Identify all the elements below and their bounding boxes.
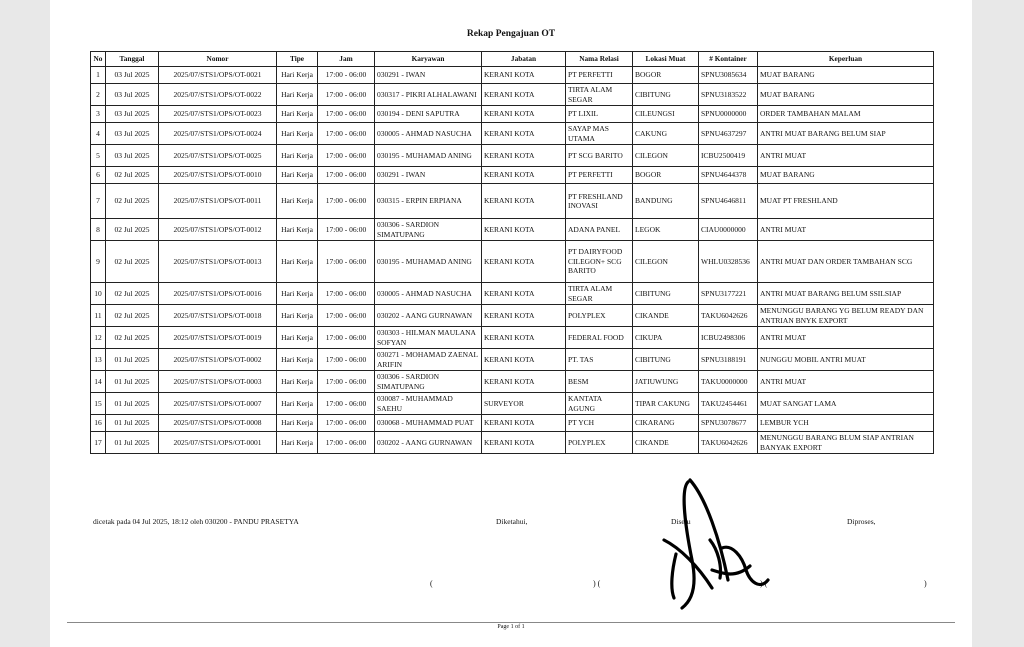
- cell-nomor: 2025/07/STS1/OPS/OT-0002: [159, 349, 277, 371]
- cell-jabatan: KERANI KOTA: [482, 415, 566, 432]
- cell-jam: 17:00 - 06:00: [318, 432, 375, 454]
- cell-keperluan: ANTRI MUAT: [758, 219, 934, 241]
- cell-nomor: 2025/07/STS1/OPS/OT-0007: [159, 393, 277, 415]
- col-header-tipe: Tipe: [277, 52, 318, 67]
- cell-nomor: 2025/07/STS1/OPS/OT-0008: [159, 415, 277, 432]
- table-row: [91, 432, 934, 454]
- cell-karyawan: 030271 - MOHAMAD ZAENAL ARIFIN: [375, 349, 482, 371]
- cell-tanggal: 02 Jul 2025: [106, 327, 159, 349]
- cell-jam: 17:00 - 06:00: [318, 106, 375, 123]
- cell-jam: 17:00 - 06:00: [318, 283, 375, 305]
- cell-nomor: 2025/07/STS1/OPS/OT-0003: [159, 371, 277, 393]
- cell-jam: 17:00 - 06:00: [318, 67, 375, 84]
- cell-karyawan: 030315 - ERPIN ERPIANA: [375, 184, 482, 219]
- page-footer-rule: [67, 622, 955, 623]
- col-header-keperluan: Keperluan: [758, 52, 934, 67]
- table-body: [91, 67, 934, 454]
- cell-jabatan: KERANI KOTA: [482, 371, 566, 393]
- col-header-no: No: [91, 52, 106, 67]
- cell-tanggal: 02 Jul 2025: [106, 283, 159, 305]
- cell-no: 11: [91, 305, 106, 327]
- cell-tanggal: 02 Jul 2025: [106, 167, 159, 184]
- cell-tanggal: 01 Jul 2025: [106, 415, 159, 432]
- cell-keperluan: ANTRI MUAT: [758, 371, 934, 393]
- cell-kontainer: SPNU3183522: [699, 84, 758, 106]
- cell-nama-relasi: PT PERFETTI: [566, 67, 633, 84]
- cell-tanggal: 01 Jul 2025: [106, 393, 159, 415]
- cell-no: 5: [91, 145, 106, 167]
- cell-karyawan: 030306 - SARDION SIMATUPANG: [375, 219, 482, 241]
- cell-kontainer: SPNU0000000: [699, 106, 758, 123]
- table-row: [91, 123, 934, 145]
- label-disetujui: Disetu: [671, 517, 691, 526]
- ot-table: [90, 51, 934, 454]
- cell-no: 9: [91, 241, 106, 283]
- cell-nama-relasi: TIRTA ALAM SEGAR: [566, 283, 633, 305]
- cell-tanggal: 03 Jul 2025: [106, 145, 159, 167]
- label-diproses: Diproses,: [847, 517, 876, 526]
- cell-tipe: Hari Kerja: [277, 432, 318, 454]
- cell-jam: 17:00 - 06:00: [318, 415, 375, 432]
- cell-lokasi-muat: CIBITUNG: [633, 283, 699, 305]
- cell-nama-relasi: POLYPLEX: [566, 432, 633, 454]
- cell-jabatan: SURVEYOR: [482, 393, 566, 415]
- table-row: [91, 305, 934, 327]
- cell-nama-relasi: PT DAIRYFOOD CILEGON+ SCG BARITO: [566, 241, 633, 283]
- cell-tanggal: 01 Jul 2025: [106, 371, 159, 393]
- cell-tanggal: 01 Jul 2025: [106, 432, 159, 454]
- cell-keperluan: ANTRI MUAT BARANG BELUM SSILSIAP: [758, 283, 934, 305]
- col-header-karyawan: Karyawan: [375, 52, 482, 67]
- cell-keperluan: MUAT SANGAT LAMA: [758, 393, 934, 415]
- cell-kontainer: SPNU4637297: [699, 123, 758, 145]
- signature-line-open: (: [430, 579, 433, 588]
- cell-tipe: Hari Kerja: [277, 67, 318, 84]
- cell-tipe: Hari Kerja: [277, 393, 318, 415]
- cell-jabatan: KERANI KOTA: [482, 106, 566, 123]
- table-row: [91, 349, 934, 371]
- cell-tanggal: 02 Jul 2025: [106, 305, 159, 327]
- cell-no: 13: [91, 349, 106, 371]
- cell-nomor: 2025/07/STS1/OPS/OT-0012: [159, 219, 277, 241]
- cell-nomor: 2025/07/STS1/OPS/OT-0024: [159, 123, 277, 145]
- col-header-tanggal: Tanggal: [106, 52, 159, 67]
- cell-nomor: 2025/07/STS1/OPS/OT-0011: [159, 184, 277, 219]
- table-row: [91, 371, 934, 393]
- cell-jam: 17:00 - 06:00: [318, 219, 375, 241]
- cell-karyawan: 030306 - SARDION SIMATUPANG: [375, 371, 482, 393]
- cell-nomor: 2025/07/STS1/OPS/OT-0023: [159, 106, 277, 123]
- cell-lokasi-muat: CIKUPA: [633, 327, 699, 349]
- col-header-lokasi-muat: Lokasi Muat: [633, 52, 699, 67]
- col-header-nomor: Nomor: [159, 52, 277, 67]
- cell-tanggal: 02 Jul 2025: [106, 241, 159, 283]
- cell-kontainer: CIAU0000000: [699, 219, 758, 241]
- cell-lokasi-muat: LEGOK: [633, 219, 699, 241]
- cell-tipe: Hari Kerja: [277, 371, 318, 393]
- cell-nama-relasi: POLYPLEX: [566, 305, 633, 327]
- cell-nomor: 2025/07/STS1/OPS/OT-0018: [159, 305, 277, 327]
- cell-keperluan: ORDER TAMBAHAN MALAM: [758, 106, 934, 123]
- cell-jabatan: KERANI KOTA: [482, 432, 566, 454]
- cell-lokasi-muat: CIBITUNG: [633, 349, 699, 371]
- cell-nama-relasi: PT PERFETTI: [566, 167, 633, 184]
- cell-no: 16: [91, 415, 106, 432]
- cell-karyawan: 030195 - MUHAMAD ANING: [375, 241, 482, 283]
- cell-keperluan: ANTRI MUAT: [758, 327, 934, 349]
- cell-kontainer: SPNU3085634: [699, 67, 758, 84]
- cell-jabatan: KERANI KOTA: [482, 123, 566, 145]
- cell-kontainer: ICBU2498306: [699, 327, 758, 349]
- cell-tipe: Hari Kerja: [277, 327, 318, 349]
- table-row: [91, 84, 934, 106]
- cell-tipe: Hari Kerja: [277, 106, 318, 123]
- cell-lokasi-muat: CIBITUNG: [633, 84, 699, 106]
- cell-lokasi-muat: CAKUNG: [633, 123, 699, 145]
- cell-karyawan: 030202 - AANG GURNAWAN: [375, 305, 482, 327]
- signature-line-close: ): [924, 579, 927, 588]
- cell-jam: 17:00 - 06:00: [318, 167, 375, 184]
- cell-jabatan: KERANI KOTA: [482, 241, 566, 283]
- cell-jabatan: KERANI KOTA: [482, 84, 566, 106]
- cell-tipe: Hari Kerja: [277, 305, 318, 327]
- cell-tipe: Hari Kerja: [277, 184, 318, 219]
- cell-jabatan: KERANI KOTA: [482, 349, 566, 371]
- col-header-kontainer: # Kontainer: [699, 52, 758, 67]
- cell-kontainer: TAKU6042626: [699, 305, 758, 327]
- cell-keperluan: MUAT BARANG: [758, 84, 934, 106]
- table-row: [91, 106, 934, 123]
- cell-jabatan: KERANI KOTA: [482, 67, 566, 84]
- cell-jabatan: KERANI KOTA: [482, 145, 566, 167]
- cell-karyawan: 030303 - HILMAN MAULANA SOFYAN: [375, 327, 482, 349]
- cell-nomor: 2025/07/STS1/OPS/OT-0022: [159, 84, 277, 106]
- printed-info: dicetak pada 04 Jul 2025, 18:12 oleh 030200 - PANDU PRASETYA: [93, 517, 299, 526]
- cell-no: 10: [91, 283, 106, 305]
- cell-nomor: 2025/07/STS1/OPS/OT-0021: [159, 67, 277, 84]
- cell-jam: 17:00 - 06:00: [318, 371, 375, 393]
- cell-tanggal: 02 Jul 2025: [106, 184, 159, 219]
- cell-keperluan: NUNGGU MOBIL ANTRI MUAT: [758, 349, 934, 371]
- cell-keperluan: MENUNGGU BARANG BLUM SIAP ANTRIAN BANYAK EXPORT: [758, 432, 934, 454]
- cell-tanggal: 03 Jul 2025: [106, 106, 159, 123]
- cell-tipe: Hari Kerja: [277, 283, 318, 305]
- cell-keperluan: MUAT BARANG: [758, 67, 934, 84]
- cell-tipe: Hari Kerja: [277, 241, 318, 283]
- cell-nama-relasi: TIRTA ALAM SEGAR: [566, 84, 633, 106]
- cell-keperluan: LEMBUR YCH: [758, 415, 934, 432]
- cell-kontainer: SPNU3078677: [699, 415, 758, 432]
- cell-jam: 17:00 - 06:00: [318, 241, 375, 283]
- table-row: [91, 415, 934, 432]
- cell-jabatan: KERANI KOTA: [482, 327, 566, 349]
- cell-lokasi-muat: CIKARANG: [633, 415, 699, 432]
- cell-karyawan: 030317 - PIKRI ALHALAWANI: [375, 84, 482, 106]
- cell-kontainer: ICBU2500419: [699, 145, 758, 167]
- cell-kontainer: WHLU0328536: [699, 241, 758, 283]
- cell-no: 1: [91, 67, 106, 84]
- cell-lokasi-muat: CILEUNGSI: [633, 106, 699, 123]
- cell-kontainer: TAKU0000000: [699, 371, 758, 393]
- cell-no: 12: [91, 327, 106, 349]
- cell-nama-relasi: KANTATA AGUNG: [566, 393, 633, 415]
- cell-jabatan: KERANI KOTA: [482, 167, 566, 184]
- cell-no: 8: [91, 219, 106, 241]
- cell-no: 4: [91, 123, 106, 145]
- cell-tipe: Hari Kerja: [277, 167, 318, 184]
- cell-lokasi-muat: BOGOR: [633, 167, 699, 184]
- cell-nomor: 2025/07/STS1/OPS/OT-0013: [159, 241, 277, 283]
- cell-lokasi-muat: BANDUNG: [633, 184, 699, 219]
- cell-keperluan: MENUNGGU BARANG YG BELUM READY DAN ANTRIAN BNYK EXPORT: [758, 305, 934, 327]
- cell-no: 3: [91, 106, 106, 123]
- cell-nama-relasi: FEDERAL FOOD: [566, 327, 633, 349]
- col-header-nama-relasi: Nama Relasi: [566, 52, 633, 67]
- cell-tanggal: 02 Jul 2025: [106, 219, 159, 241]
- table-row: [91, 327, 934, 349]
- cell-tipe: Hari Kerja: [277, 415, 318, 432]
- cell-keperluan: ANTRI MUAT: [758, 145, 934, 167]
- signature-line-mid-2: ) (: [760, 579, 768, 588]
- cell-jam: 17:00 - 06:00: [318, 145, 375, 167]
- cell-karyawan: 030087 - MUHAMMAD SAEHU: [375, 393, 482, 415]
- cell-kontainer: SPNU4644378: [699, 167, 758, 184]
- cell-karyawan: 030194 - DENI SAPUTRA: [375, 106, 482, 123]
- cell-karyawan: 030195 - MUHAMAD ANING: [375, 145, 482, 167]
- cell-jabatan: KERANI KOTA: [482, 219, 566, 241]
- cell-karyawan: 030005 - AHMAD NASUCHA: [375, 283, 482, 305]
- cell-jabatan: KERANI KOTA: [482, 184, 566, 219]
- cell-karyawan: 030202 - AANG GURNAWAN: [375, 432, 482, 454]
- cell-kontainer: TAKU2454461: [699, 393, 758, 415]
- cell-jabatan: KERANI KOTA: [482, 283, 566, 305]
- cell-nomor: 2025/07/STS1/OPS/OT-0025: [159, 145, 277, 167]
- cell-lokasi-muat: CIKANDE: [633, 432, 699, 454]
- cell-tipe: Hari Kerja: [277, 123, 318, 145]
- cell-no: 14: [91, 371, 106, 393]
- cell-karyawan: 030291 - IWAN: [375, 67, 482, 84]
- cell-tipe: Hari Kerja: [277, 145, 318, 167]
- cell-jabatan: KERANI KOTA: [482, 305, 566, 327]
- cell-lokasi-muat: CILEGON: [633, 241, 699, 283]
- document-title: Rekap Pengajuan OT: [466, 29, 556, 39]
- cell-nama-relasi: PT YCH: [566, 415, 633, 432]
- cell-kontainer: SPNU4646811: [699, 184, 758, 219]
- cell-tanggal: 03 Jul 2025: [106, 123, 159, 145]
- cell-nomor: 2025/07/STS1/OPS/OT-0016: [159, 283, 277, 305]
- cell-jam: 17:00 - 06:00: [318, 349, 375, 371]
- cell-lokasi-muat: CIKANDE: [633, 305, 699, 327]
- cell-keperluan: ANTRI MUAT BARANG BELUM SIAP: [758, 123, 934, 145]
- page-number: Page 1 of 1: [497, 624, 525, 630]
- cell-jam: 17:00 - 06:00: [318, 305, 375, 327]
- cell-keperluan: MUAT BARANG: [758, 167, 934, 184]
- cell-jam: 17:00 - 06:00: [318, 393, 375, 415]
- col-header-jabatan: Jabatan: [482, 52, 566, 67]
- handwritten-signature: [650, 470, 770, 620]
- cell-no: 17: [91, 432, 106, 454]
- col-header-jam: Jam: [318, 52, 375, 67]
- cell-nama-relasi: PT FRESHLAND INOVASI: [566, 184, 633, 219]
- cell-tanggal: 01 Jul 2025: [106, 349, 159, 371]
- table-row: [91, 145, 934, 167]
- cell-no: 7: [91, 184, 106, 219]
- cell-tipe: Hari Kerja: [277, 84, 318, 106]
- table-row: [91, 184, 934, 219]
- cell-nama-relasi: SAYAP MAS UTAMA: [566, 123, 633, 145]
- cell-nomor: 2025/07/STS1/OPS/OT-0019: [159, 327, 277, 349]
- cell-nama-relasi: PT LIXIL: [566, 106, 633, 123]
- cell-tanggal: 03 Jul 2025: [106, 67, 159, 84]
- cell-karyawan: 030005 - AHMAD NASUCHA: [375, 123, 482, 145]
- cell-nomor: 2025/07/STS1/OPS/OT-0001: [159, 432, 277, 454]
- cell-jam: 17:00 - 06:00: [318, 84, 375, 106]
- cell-kontainer: SPNU3177221: [699, 283, 758, 305]
- cell-kontainer: SPNU3188191: [699, 349, 758, 371]
- cell-tipe: Hari Kerja: [277, 219, 318, 241]
- cell-nama-relasi: BESM: [566, 371, 633, 393]
- cell-lokasi-muat: CILEGON: [633, 145, 699, 167]
- cell-jam: 17:00 - 06:00: [318, 123, 375, 145]
- table-row: [91, 241, 934, 283]
- cell-karyawan: 030068 - MUHAMMAD PUAT: [375, 415, 482, 432]
- cell-nama-relasi: PT. TAS: [566, 349, 633, 371]
- cell-no: 15: [91, 393, 106, 415]
- table-row: [91, 167, 934, 184]
- table-row: [91, 283, 934, 305]
- cell-jam: 17:00 - 06:00: [318, 184, 375, 219]
- cell-no: 2: [91, 84, 106, 106]
- cell-jam: 17:00 - 06:00: [318, 327, 375, 349]
- signature-line-mid-1: ) (: [593, 579, 601, 588]
- cell-lokasi-muat: BOGOR: [633, 67, 699, 84]
- cell-tipe: Hari Kerja: [277, 349, 318, 371]
- cell-karyawan: 030291 - IWAN: [375, 167, 482, 184]
- table-row: [91, 219, 934, 241]
- cell-kontainer: TAKU6042626: [699, 432, 758, 454]
- cell-keperluan: ANTRI MUAT DAN ORDER TAMBAHAN SCG: [758, 241, 934, 283]
- document-page: [50, 0, 972, 647]
- cell-nomor: 2025/07/STS1/OPS/OT-0010: [159, 167, 277, 184]
- cell-lokasi-muat: JATIUWUNG: [633, 371, 699, 393]
- cell-tanggal: 03 Jul 2025: [106, 84, 159, 106]
- cell-nama-relasi: PT SCG BARITO: [566, 145, 633, 167]
- table-row: [91, 393, 934, 415]
- cell-nama-relasi: ADANA PANEL: [566, 219, 633, 241]
- label-diketahui: Diketahui,: [496, 517, 528, 526]
- table-header-row: [91, 52, 934, 67]
- table-row: [91, 67, 934, 84]
- cell-lokasi-muat: TIPAR CAKUNG: [633, 393, 699, 415]
- cell-no: 6: [91, 167, 106, 184]
- cell-keperluan: MUAT PT FRESHLAND: [758, 184, 934, 219]
